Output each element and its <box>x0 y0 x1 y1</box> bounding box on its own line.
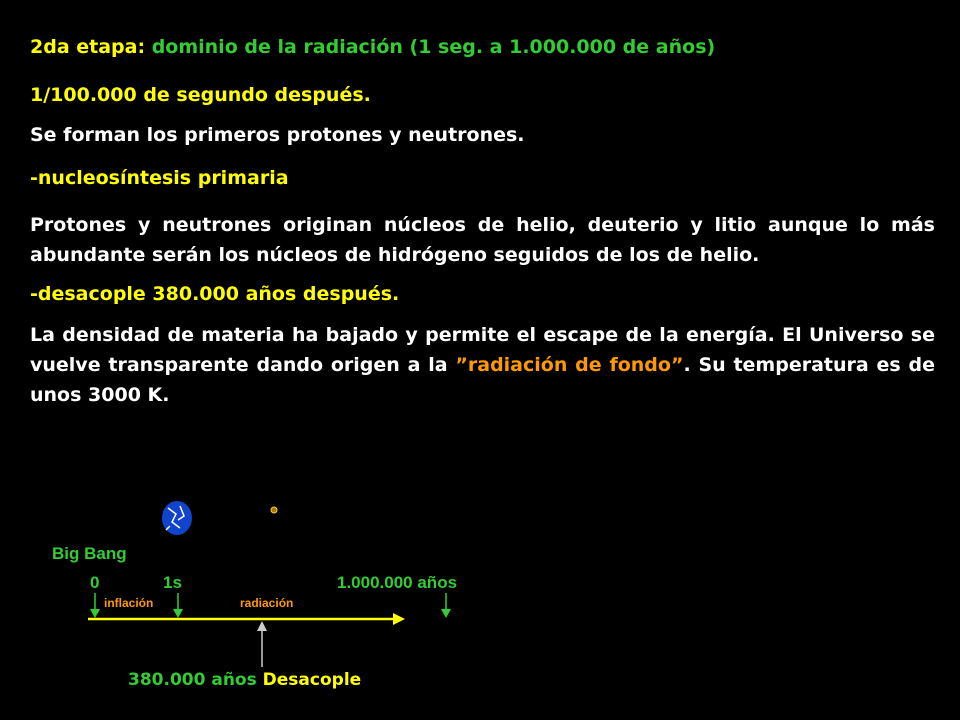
timeline-axis <box>88 613 405 625</box>
text-line-3: Se forman los primeros protones y neutrones. <box>30 124 525 146</box>
paragraph-2-part1: La densidad de materia ha bajado y permite el escape de la energía. El Universo se vuelve transparente dando origen a la <box>30 324 935 376</box>
text-line-5: -desacople 380.000 años después. <box>30 283 400 305</box>
paragraph-2-part2: . Su temperatura es de unos 3000 K. <box>30 354 935 406</box>
globe-icon <box>162 501 192 535</box>
desacople-label: Desacople <box>262 670 362 690</box>
text-line-4: -nucleosíntesis primaria <box>30 167 289 189</box>
tick-label-1s: 1s <box>163 573 182 592</box>
phase-label-radiacion: radiación <box>240 596 294 610</box>
tick-arrow-0 <box>90 593 100 618</box>
big-bang-label: Big Bang <box>52 544 127 563</box>
desacople-caption <box>128 670 361 690</box>
desacople-value: 380.000 años <box>128 670 257 690</box>
radiacion-de-fondo-highlight: ”radiación de fondo” <box>455 354 684 376</box>
phase-label-inflacion: inflación <box>104 596 154 610</box>
small-particle-icon <box>271 507 277 513</box>
tick-label-0: 0 <box>90 573 100 592</box>
text-line-2: 1/100.000 de segundo después. <box>30 84 371 106</box>
paragraph-1: Protones y neutrones originan núcleos de helio, deuterio y litio aunque lo más abundante serán los núcleos de hidrógeno seguidos de los de helio. <box>30 214 935 266</box>
heading-rest: dominio de la radiación (1 seg. a 1.000.000 de años) <box>145 36 716 58</box>
tick-arrow-end <box>441 593 451 618</box>
tick-arrow-1s <box>173 593 183 618</box>
tick-label-end: 1.000.000 años <box>337 573 458 592</box>
heading-prefix: 2da etapa: <box>30 36 146 58</box>
desacople-arrow <box>257 621 267 667</box>
